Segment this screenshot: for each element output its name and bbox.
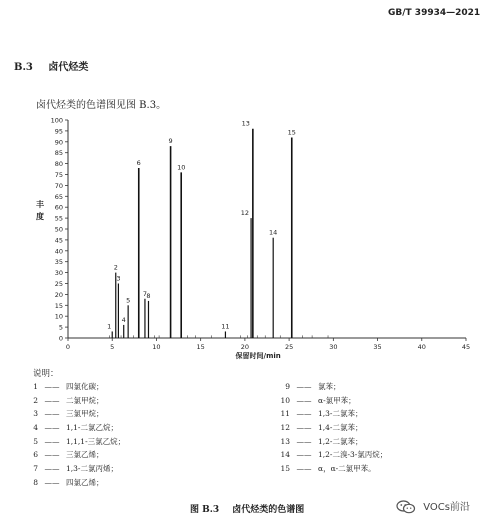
x-axis-label: 保留时间/min — [235, 352, 281, 360]
legend-item-9 — [280, 380, 387, 394]
y-tick-label: 45 — [54, 236, 63, 245]
y-tick-label: 55 — [54, 214, 63, 223]
legend-item-3 — [28, 407, 125, 421]
legend-item-number: 1 — [33, 382, 38, 391]
legend-item-14 — [280, 448, 387, 462]
y-tick-label: 25 — [54, 280, 63, 288]
standard-code: GB/T 39934—2021 — [388, 8, 481, 18]
peak-label-9: 9 — [168, 137, 173, 146]
legend-item-name: 三氯乙烯； — [66, 450, 104, 460]
wechat-icon — [396, 500, 416, 514]
legend-item-dash: —— — [296, 395, 312, 405]
legend-item-8 — [28, 476, 125, 490]
legend-item-name: 1,3-二氯丙烯； — [66, 464, 118, 474]
y-tick-label: 5 — [58, 323, 63, 332]
legend-item-name: 四氯乙烯； — [66, 477, 104, 487]
legend-item-2 — [28, 394, 125, 408]
watermark-text: VOCs前沿 — [423, 502, 470, 513]
legend-item-number: 10 — [280, 395, 290, 405]
legend-item-11 — [280, 407, 387, 421]
peak-label-4: 4 — [121, 315, 126, 324]
peak-label-15: 15 — [287, 128, 296, 137]
legend-column-left — [28, 380, 125, 490]
legend-item-15 — [280, 462, 387, 476]
x-tick-label: 10 — [152, 343, 161, 351]
y-tick-label: 95 — [54, 127, 63, 136]
legend-column-right — [280, 380, 387, 476]
legend-item-dash: —— — [44, 423, 60, 433]
x-tick-label: 25 — [284, 343, 294, 351]
legend-item-number: 6 — [33, 450, 38, 460]
chromatogram-chart — [0, 108, 501, 363]
legend-item-number: 9 — [285, 382, 290, 391]
peak-label-1: 1 — [107, 322, 112, 331]
legend-item-number: 4 — [33, 423, 38, 433]
peak-label-8: 8 — [146, 291, 151, 300]
legend-item-number: 2 — [33, 395, 38, 405]
legend-item-dash: —— — [296, 423, 312, 433]
legend-item-number: 13 — [280, 436, 290, 446]
peak-label-5: 5 — [126, 296, 131, 305]
legend-item-dash: —— — [44, 450, 60, 460]
section-title: 卤代烃类 — [48, 62, 89, 73]
y-tick-label: 90 — [54, 138, 63, 147]
peak-label-7: 7 — [142, 289, 148, 298]
section-number: B.3 — [14, 62, 33, 73]
x-tick-label: 35 — [373, 343, 382, 351]
legend-item-dash: —— — [44, 409, 60, 419]
x-tick-label: 5 — [110, 343, 115, 351]
legend-item-name: 1,2-二氯苯； — [318, 436, 363, 446]
legend-item-4 — [28, 421, 125, 435]
legend-item-1 — [28, 380, 125, 394]
peak-label-13: 13 — [241, 119, 250, 128]
legend-item-number: 12 — [280, 423, 290, 433]
y-tick-label: 75 — [54, 171, 63, 179]
figure-title: 卤代烃类的色谱图 — [232, 505, 305, 515]
intro-text: 卤代烃类的色谱图见图 B.3。 — [36, 100, 167, 111]
y-tick-label: 40 — [54, 247, 63, 256]
legend-item-name: α-氯甲苯； — [318, 395, 356, 405]
legend-item-name: 1,1-二氯乙烷； — [66, 423, 118, 433]
y-tick-label: 35 — [54, 258, 63, 267]
peak-label-10: 10 — [177, 163, 186, 172]
y-tick-label: 65 — [54, 192, 63, 201]
legend-item-dash: —— — [296, 409, 312, 419]
legend-item-dash: —— — [296, 464, 312, 474]
y-tick-label: 15 — [54, 301, 63, 310]
legend-item-number: 8 — [33, 477, 38, 487]
x-tick-label: 20 — [240, 343, 250, 351]
y-tick-label: 100 — [50, 116, 63, 125]
legend-item-dash: —— — [296, 382, 312, 391]
peak-label-12: 12 — [240, 209, 250, 218]
legend-item-7 — [28, 462, 125, 476]
y-tick-label: 10 — [54, 312, 63, 321]
peak-label-11: 11 — [221, 322, 230, 331]
legend-item-name: 1,1,1-三氯乙烷； — [66, 436, 126, 446]
legend-item-name: 二氯甲烷； — [66, 395, 104, 405]
legend-item-dash: —— — [44, 436, 60, 446]
legend-item-number: 15 — [280, 464, 290, 474]
y-tick-label: 20 — [54, 290, 63, 299]
legend-item-name: 1,3-二氯苯； — [318, 409, 363, 419]
figure-caption — [190, 502, 304, 515]
x-tick-label: 45 — [461, 343, 471, 351]
legend-item-10 — [280, 394, 387, 408]
x-tick-label: 40 — [417, 343, 426, 351]
legend-item-dash: —— — [44, 395, 60, 405]
x-tick-label: 15 — [196, 343, 205, 351]
y-axis-label: 丰度 — [36, 200, 44, 222]
legend-item-number: 7 — [33, 464, 38, 474]
legend-item-6 — [28, 448, 125, 462]
figure-number: 图 B.3 — [190, 505, 220, 515]
legend-item-dash: —— — [296, 450, 312, 460]
y-tick-label: 50 — [54, 225, 63, 234]
y-tick-label: 70 — [54, 181, 63, 190]
legend-item-dash: —— — [296, 436, 312, 446]
legend-title: 说明： — [33, 369, 59, 379]
legend-item-name: α，α-二氯甲苯。 — [318, 464, 376, 474]
legend-item-dash: —— — [44, 382, 60, 391]
y-tick-label: 85 — [54, 149, 63, 158]
legend-item-number: 14 — [280, 450, 290, 460]
legend-item-5 — [28, 435, 125, 449]
legend-item-12 — [280, 421, 387, 435]
y-tick-label: 60 — [54, 203, 63, 212]
legend-item-13 — [280, 435, 387, 449]
x-tick-label: 0 — [65, 343, 71, 351]
legend-item-name: 1,2-二溴-3-氯丙烷； — [318, 450, 388, 460]
peak-label-2: 2 — [113, 263, 118, 272]
watermark — [396, 498, 470, 514]
legend-item-name: 1,4-二氯苯； — [318, 423, 363, 433]
y-tick-label: 80 — [54, 160, 63, 169]
peak-label-14: 14 — [269, 228, 278, 237]
peak-label-3: 3 — [116, 274, 121, 283]
legend-item-name: 氯苯； — [318, 382, 341, 391]
legend-item-dash: —— — [44, 464, 60, 474]
legend-item-name: 四氯化碳； — [66, 382, 104, 391]
x-tick-label: 30 — [329, 343, 338, 351]
legend-item-name: 三氯甲烷； — [66, 409, 104, 419]
peak-label-6: 6 — [136, 158, 141, 167]
legend-item-number: 11 — [280, 409, 290, 419]
legend-item-dash: —— — [44, 477, 60, 487]
y-tick-label: 30 — [54, 269, 63, 278]
legend-item-number: 3 — [33, 409, 38, 419]
legend-item-number: 5 — [33, 436, 38, 446]
y-tick-label: 0 — [58, 334, 63, 343]
section-heading — [14, 58, 88, 73]
